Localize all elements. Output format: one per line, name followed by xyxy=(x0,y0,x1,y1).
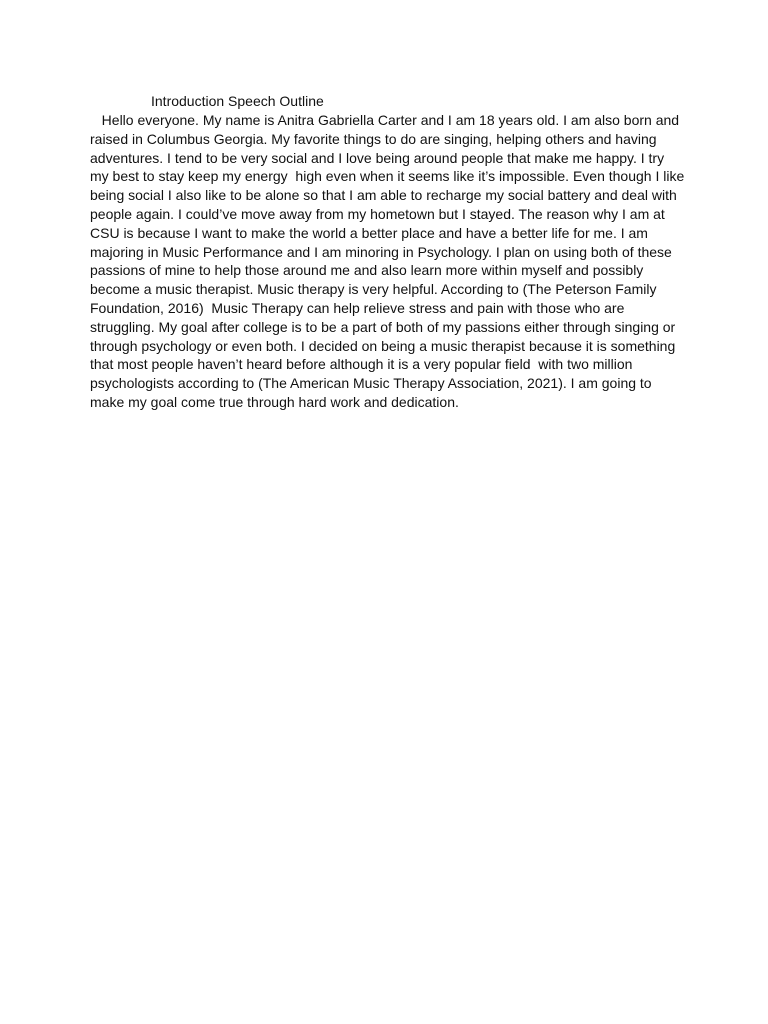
body-line: through psychology or even both. I decided on being a music therapist because it is something xyxy=(90,337,676,354)
document-title: Introduction Speech Outline xyxy=(151,93,324,109)
body-line: raised in Columbus Georgia. My favorite things to do are singing, helping others and having xyxy=(90,130,657,147)
body-line: CSU is because I want to make the world a better place and have a better life for me. I am xyxy=(90,224,648,241)
document-body xyxy=(90,111,690,412)
body-line: become a music therapist. Music therapy is very helpful. According to (The Peterson Family xyxy=(90,281,657,298)
body-line: Hello everyone. My name is Anitra Gabriella Carter and I am 18 years old. I am also born and xyxy=(90,112,680,128)
body-line: make my goal come true through hard work and dedication. xyxy=(90,393,459,410)
body-line: psychologists according to (The American Music Therapy Association, 2021). I am going to xyxy=(90,375,652,392)
body-line: struggling. My goal after college is to be a part of both of my passions either through singing or xyxy=(90,318,676,335)
body-line: being social I also like to be alone so that I am able to recharge my social battery and deal with xyxy=(90,187,677,204)
body-line: my best to stay keep my energy high even when it seems like it’s impossible. Even though I like xyxy=(90,168,685,185)
body-line: majoring in Music Performance and I am minoring in Psychology. I plan on using both of these xyxy=(90,243,672,260)
body-line: people again. I could’ve move away from my hometown but I stayed. The reason why I am at xyxy=(90,205,665,222)
body-line: that most people haven’t heard before although it is a very popular field with two million xyxy=(90,356,633,373)
body-line: passions of mine to help those around me and also learn more within myself and possibly xyxy=(90,262,644,279)
body-line: adventures. I tend to be very social and I love being around people that make me happy. I try xyxy=(90,149,665,166)
body-line: Foundation, 2016) Music Therapy can help relieve stress and pain with those who are xyxy=(90,299,625,316)
